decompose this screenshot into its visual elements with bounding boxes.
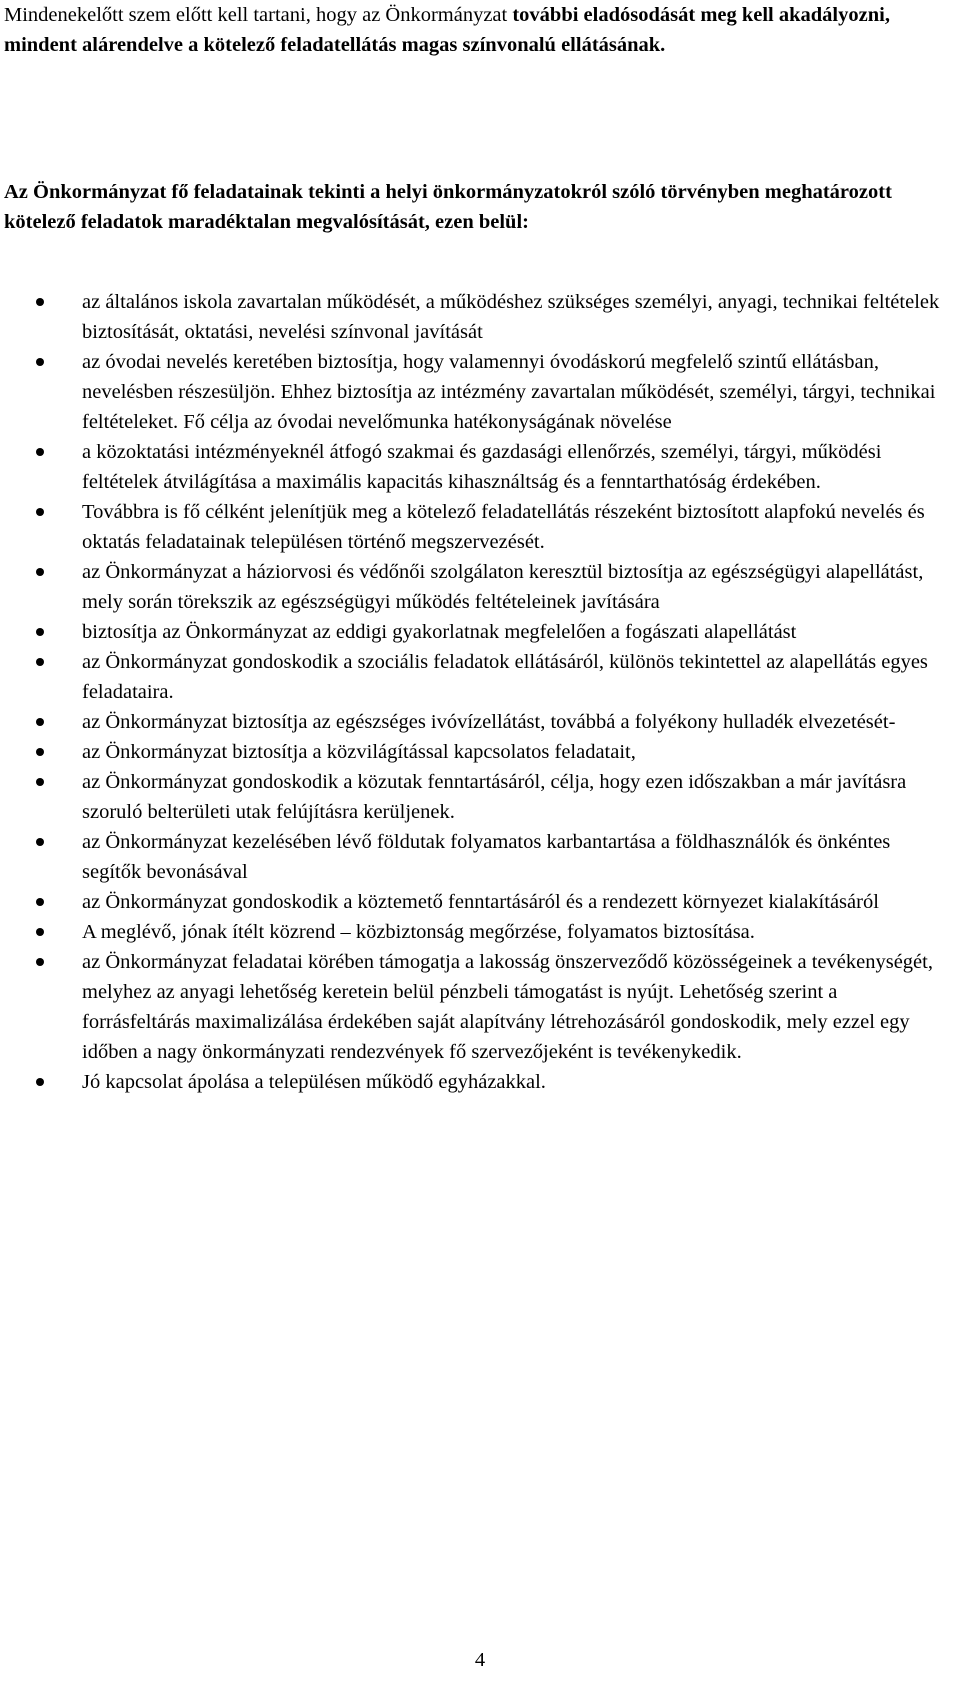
list-item bbox=[0, 497, 960, 557]
list-item-text: az Önkormányzat gondoskodik a köztemető fenntartásáról és a rendezett környezet kialakításáról bbox=[82, 891, 879, 913]
list-item-text: az általános iskola zavartalan működését, a működéshez szükséges személyi, anyagi, technikai feltételek biztosítását, oktatási, nevelési színvonal javítását bbox=[82, 291, 940, 343]
list-item-text: az Önkormányzat biztosítja a közvilágítással kapcsolatos feladatait, bbox=[82, 741, 636, 763]
list-item bbox=[0, 557, 960, 617]
task-list bbox=[0, 287, 960, 1097]
list-item-text: A meglévő, jónak ítélt közrend – közbiztonság megőrzése, folyamatos biztosítása. bbox=[82, 921, 755, 943]
bullet-icon bbox=[36, 298, 44, 306]
list-item bbox=[0, 347, 960, 437]
list-item-text: biztosítja az Önkormányzat az eddigi gyakorlatnak megfelelően a fogászati alapellátást bbox=[82, 621, 797, 643]
list-item-text: Jó kapcsolat ápolása a településen működő egyházakkal. bbox=[82, 1071, 546, 1093]
list-item bbox=[0, 647, 960, 707]
intro-text: Mindenekelőtt szem előtt kell tartani, hogy az Önkormányzat bbox=[4, 4, 513, 26]
bullet-icon bbox=[36, 568, 44, 576]
list-item-text: az Önkormányzat feladatai körében támogatja a lakosság önszerveződő közösségeinek a tevékenységét, melyhez az anyagi lehetőség keretein belül pénzbeli támogatást is nyújt. Lehetőség szerint a forrásfeltárás maximalizálása érdekében saját alapítvány létrehozásáról gondoskodik, mely ezzel egy időben a nagy önkormányzati rendezvények fő szervezőjeként is tevékenykedik. bbox=[82, 951, 933, 1063]
bullet-icon bbox=[36, 508, 44, 516]
list-item-text: az Önkormányzat kezelésében lévő földutak folyamatos karbantartása a földhasználók és önkéntes segítők bevonásával bbox=[82, 831, 891, 883]
intro-bold-text: további eladósodását meg kell akadályozni, mindent alárendelve a kötelező feladatellátás magas színvonalú ellátásának. bbox=[4, 4, 890, 56]
bullet-icon bbox=[36, 928, 44, 936]
bullet-icon bbox=[36, 958, 44, 966]
list-item bbox=[0, 737, 960, 767]
intro-paragraph bbox=[4, 0, 954, 60]
list-item bbox=[0, 917, 960, 947]
bullet-icon bbox=[36, 778, 44, 786]
list-item-text: az Önkormányzat biztosítja az egészséges ivóvízellátást, továbbá a folyékony hulladék elvezetését- bbox=[82, 711, 896, 733]
bullet-icon bbox=[36, 628, 44, 636]
bullet-icon bbox=[36, 358, 44, 366]
list-item bbox=[0, 617, 960, 647]
main-tasks-paragraph: Az Önkormányzat fő feladatainak tekinti a helyi önkormányzatokról szóló törvényben meghatározott kötelező feladatok maradéktalan megvalósítását, ezen belül: bbox=[4, 181, 892, 233]
bullet-icon bbox=[36, 898, 44, 906]
bullet-icon bbox=[36, 718, 44, 726]
list-item-text: az Önkormányzat gondoskodik a közutak fenntartásáról, célja, hogy ezen időszakban a már javításra szoruló belterületi utak felújításra kerüljenek. bbox=[82, 771, 907, 823]
list-item bbox=[0, 1067, 960, 1097]
list-item bbox=[0, 707, 960, 737]
list-item bbox=[0, 827, 960, 887]
bullet-icon bbox=[36, 748, 44, 756]
list-item-text: Továbbra is fő célként jelenítjük meg a kötelező feladatellátás részeként biztosított alapfokú nevelés és oktatás feladatainak településen történő megszervezését. bbox=[82, 501, 925, 553]
list-item-text: az Önkormányzat gondoskodik a szociális feladatok ellátásáról, különös tekintettel az alapellátás egyes feladataira. bbox=[82, 651, 928, 703]
bullet-icon bbox=[36, 1078, 44, 1086]
list-item-text: az Önkormányzat a háziorvosi és védőnői szolgálaton keresztül biztosítja az egészségügyi alapellátást, mely során törekszik az egészségügyi működés feltételeinek javítására bbox=[82, 561, 924, 613]
list-item-text: az óvodai nevelés keretében biztosítja, hogy valamennyi óvodáskorú megfelelő szintű ellátásban, nevelésben részesüljön. Ehhez biztosítja az intézmény zavartalan működését, személyi, tárgyi, technikai feltételeket. Fő célja az óvodai nevelőmunka hatékonyságának növelése bbox=[82, 351, 936, 433]
list-item bbox=[0, 947, 960, 1067]
list-item bbox=[0, 437, 960, 497]
list-item bbox=[0, 767, 960, 827]
bullet-icon bbox=[36, 448, 44, 456]
list-item bbox=[0, 887, 960, 917]
bullet-icon bbox=[36, 838, 44, 846]
list-item bbox=[0, 287, 960, 347]
list-item-text: a közoktatási intézményeknél átfogó szakmai és gazdasági ellenőrzés, személyi, tárgyi, működési feltételek átvilágítása a maximális kapacitás kihasználtság és a fenntarthatóság érdekében. bbox=[82, 441, 882, 493]
page-number: 4 bbox=[474, 1649, 486, 1671]
bullet-icon bbox=[36, 658, 44, 666]
